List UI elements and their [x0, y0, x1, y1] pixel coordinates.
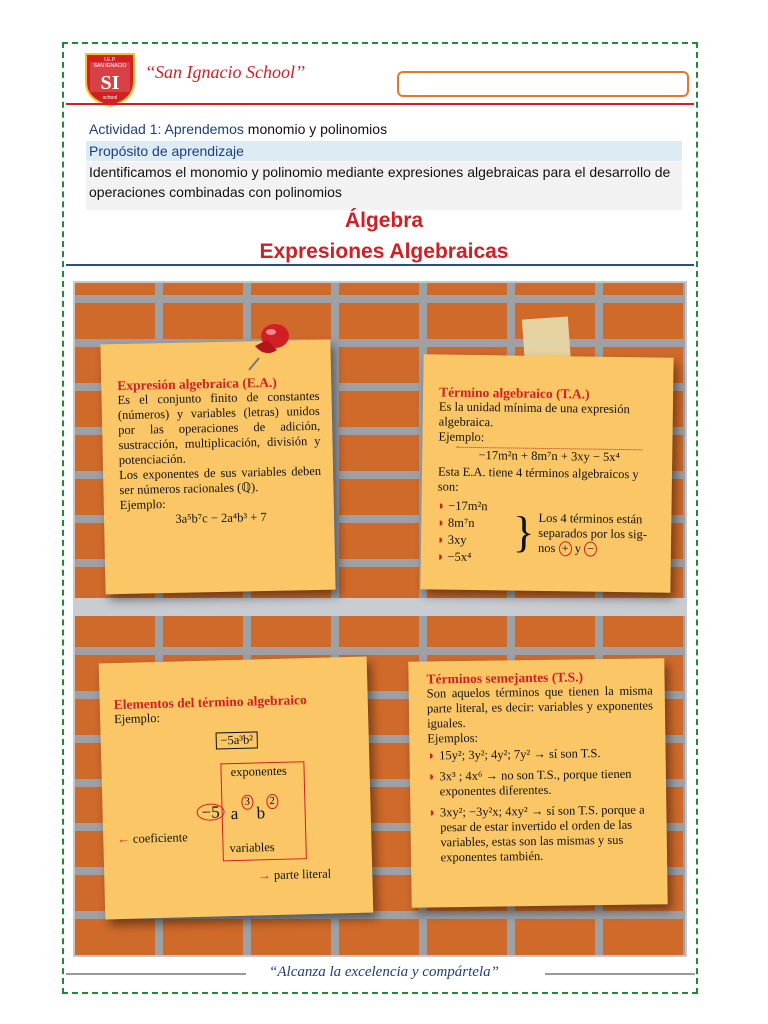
plus-sign-icon: +	[558, 541, 571, 556]
page-subtitle: Expresiones Algebraicas	[259, 240, 509, 263]
note1-example: 3a⁵b⁷c − 2a⁴b³ + 7	[175, 509, 267, 526]
note2-heading: Término algebraico (T.A.)	[439, 384, 590, 402]
brace-icon: }	[512, 507, 535, 557]
pushpin-icon	[245, 318, 295, 373]
label-coeficiente: ← coeficiente	[117, 830, 188, 847]
note2-body1: Es la unidad mínima de una expresión algebraica.	[438, 399, 630, 430]
note2-terms-list	[437, 496, 510, 567]
label-parte-literal: → parte literal	[258, 866, 332, 883]
term-item: ◗ 8m⁷n	[437, 515, 475, 530]
note2-side-text: Los 4 términos están separados por los sig- nos + y −	[537, 510, 648, 556]
note2-body2: Esta E.A. tiene 4 términos algebraicos y son:	[437, 464, 639, 494]
activity-title-a: Aprendemos	[164, 121, 244, 137]
school-logo	[82, 52, 138, 108]
page-title: Álgebra	[344, 209, 424, 232]
note-elementos-termino	[99, 657, 374, 920]
example-item: ◗ 3x³ ; 4x⁶ → no son T.S., porque tienen exponentes diferentes.	[427, 766, 632, 799]
note4-heading: Términos semejantes (T.S.)	[426, 669, 584, 687]
note4-body1: Son aquelos términos que tienen la misma parte literal, es decir: variables y exponentes iguales.	[426, 683, 654, 731]
svg-text:I.E.P.: I.E.P.	[104, 57, 116, 63]
label-variables: variables	[229, 840, 275, 856]
note3-example-label: Ejemplo:	[113, 710, 161, 727]
term-exponent-3: 3	[241, 795, 253, 810]
purpose-label: Propósito de aprendizaje	[86, 141, 682, 161]
svg-text:SAN IGNACIO: SAN IGNACIO	[93, 63, 127, 69]
note1-example-label: Ejemplo:	[119, 497, 166, 513]
note4-examples-list	[428, 745, 656, 865]
term-item: ◗ −5x⁴	[436, 549, 472, 564]
svg-text:SI: SI	[100, 72, 120, 94]
label-exponentes: exponentes	[230, 763, 287, 780]
term-variable-a: a	[230, 803, 239, 824]
example-item: ◗ 15y²; 3y²; 4y²; 7y² → sí son T.S.	[427, 746, 601, 763]
activity-title	[89, 121, 387, 137]
term-variable-b: b	[256, 803, 266, 823]
footer-motto: “Alcanza la excelencia y compártela”	[269, 964, 499, 980]
example-item: ◗ 3xy²; −3y²x; 4xy² → sí son T.S. porque a pesar de estar invertido el orden de las variables, estas son las mismas y sus exponentes también.	[428, 802, 645, 865]
note3-heading: Elementos del término algebraico	[113, 692, 308, 713]
student-name-field[interactable]	[397, 71, 689, 97]
svg-text:school: school	[102, 95, 118, 101]
term-exponent-2: 2	[266, 794, 278, 809]
term-coefficient: −5	[196, 803, 225, 821]
purpose-text: Identificamos el monomio y polinomio mediante expresiones algebraicas para el desarrollo de operaciones combinadas con polinomios	[86, 162, 682, 210]
activity-label: Actividad 1:	[89, 121, 162, 137]
note-termino-algebraico	[420, 354, 673, 592]
school-name: ‘‘San Ignacio School’’	[145, 62, 305, 82]
note1-body2: Los exponentes de sus variables deben ser números racionales (ℚ).	[119, 463, 322, 498]
note2-example-label: Ejemplo:	[438, 429, 485, 445]
note-expresion-algebraica	[100, 340, 335, 595]
note3-example-box: −5a³b²	[215, 731, 258, 749]
term-diagram	[115, 754, 363, 900]
term-item: ◗ −17m²n	[437, 498, 488, 514]
note1-body1: Es el conjunto finito de constantes (números) y variables (letras) unidos por las operaciones de adición, sustracción, multiplicación, división y potenciación.	[117, 388, 321, 468]
title-divider	[66, 264, 694, 266]
minus-sign-icon: −	[584, 541, 597, 556]
note2-example: −17m²n + 8m⁷n + 3xy − 5x⁴	[456, 447, 642, 466]
note1-heading: Expresión algebraica (E.A.)	[117, 374, 277, 394]
term-item: ◗ 3xy	[436, 532, 467, 547]
header-divider	[66, 103, 694, 105]
activity-title-b: monomio y polinomios	[247, 121, 388, 137]
note4-examples-label: Ejemplos:	[427, 730, 479, 746]
note-terminos-semejantes	[408, 658, 667, 908]
wall-separator	[73, 598, 687, 616]
